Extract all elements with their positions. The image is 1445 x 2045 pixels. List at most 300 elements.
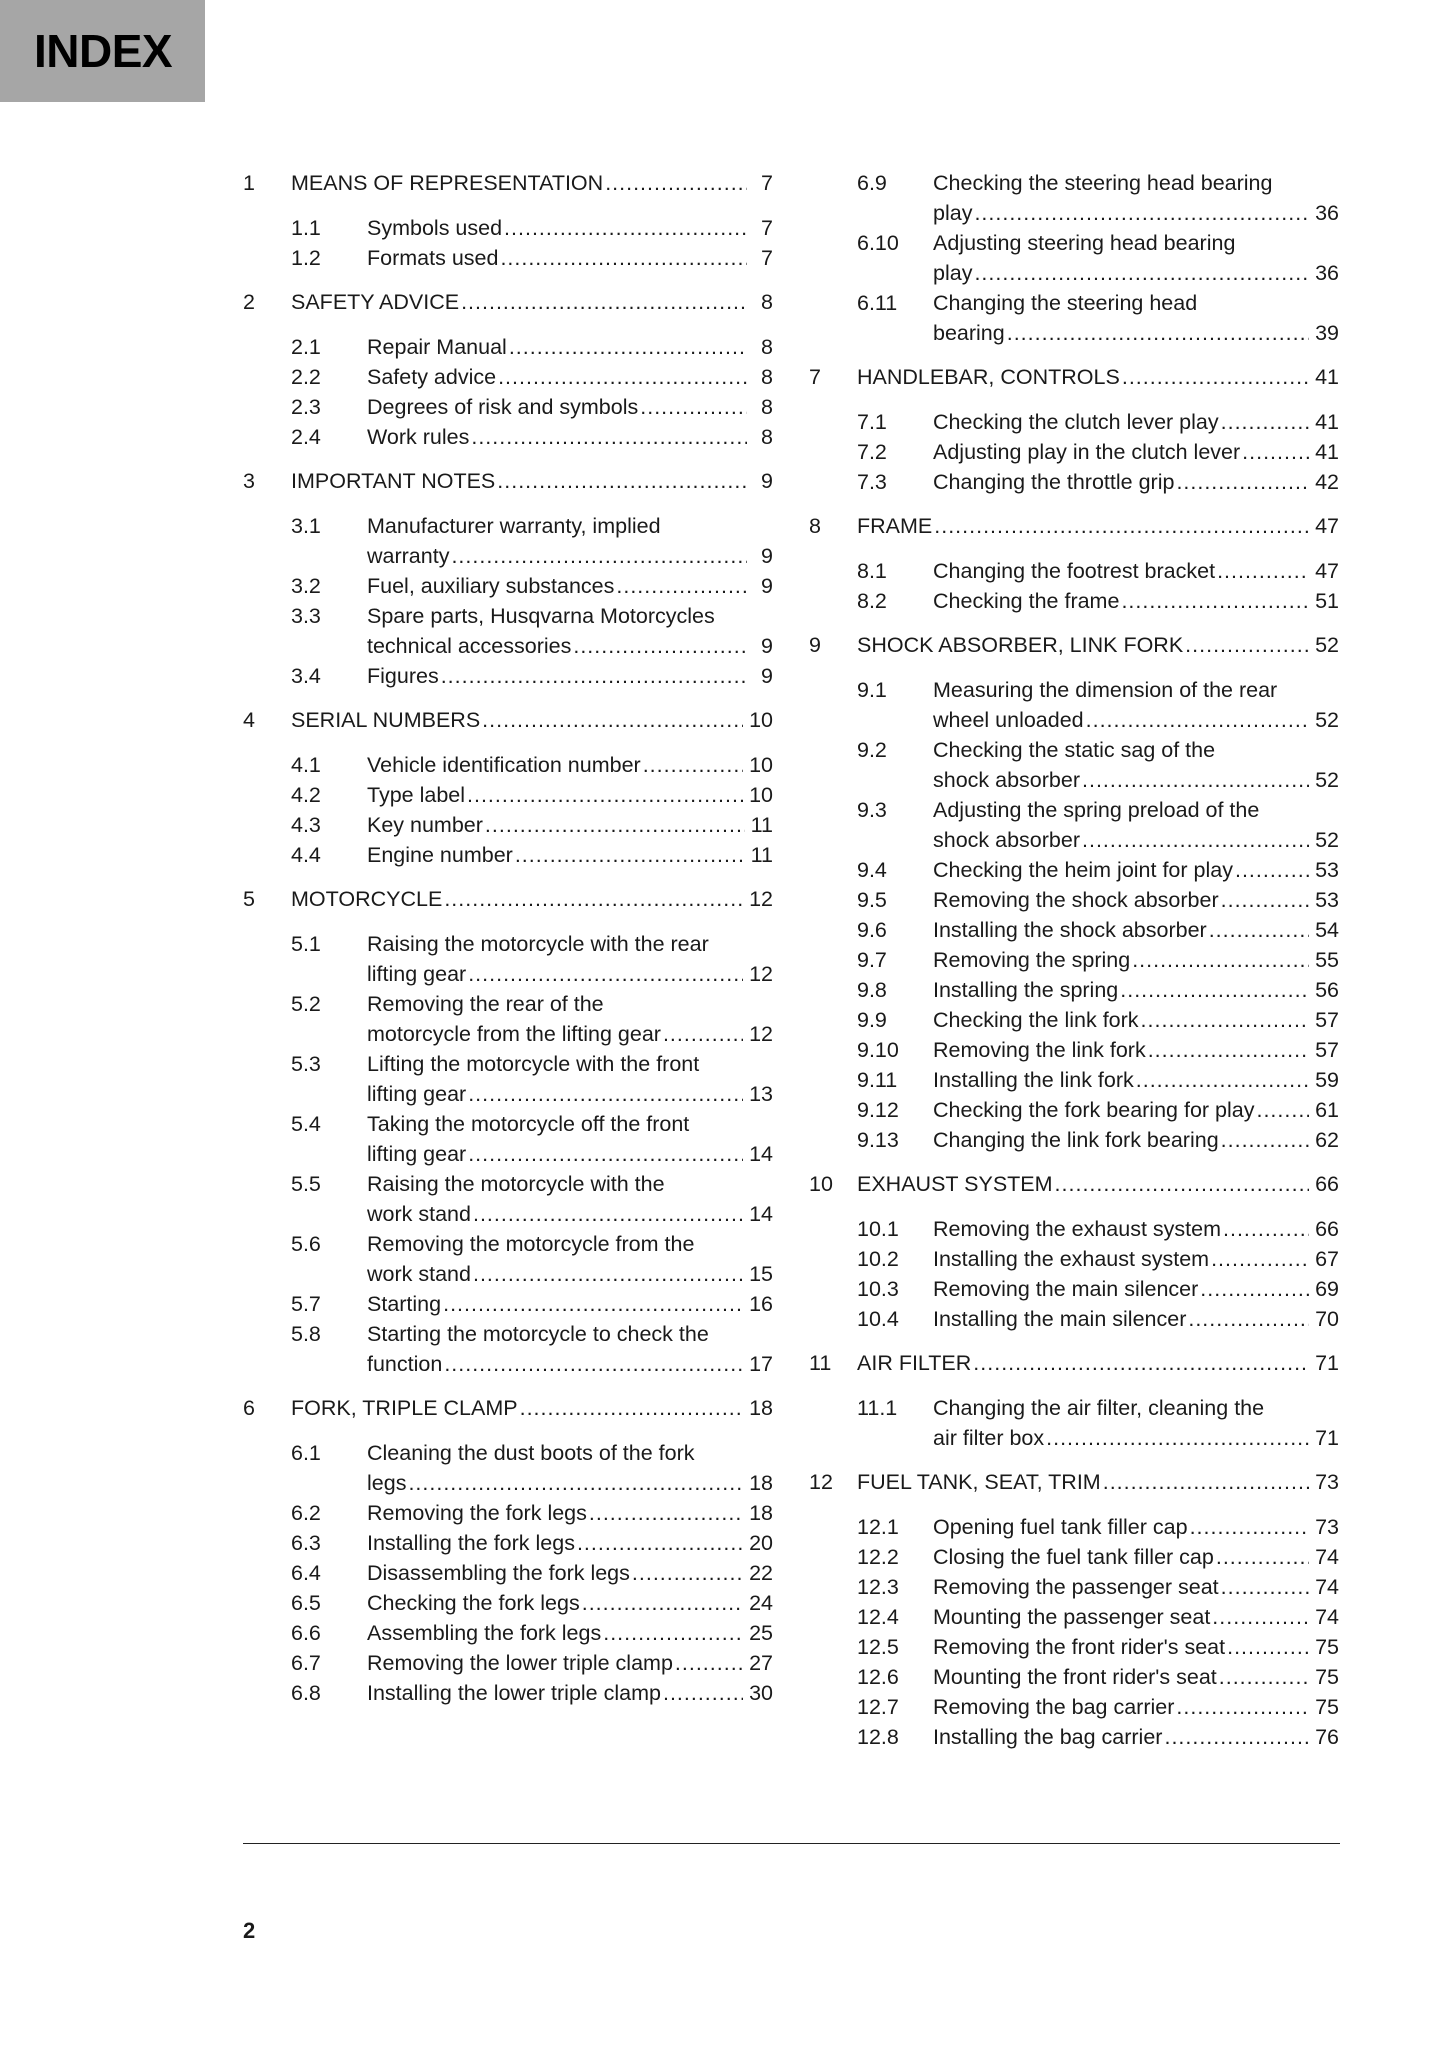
toc-subsection[interactable]	[291, 1558, 773, 1588]
dot-leader	[473, 1259, 743, 1289]
dot-leader	[1223, 1214, 1309, 1244]
entry-title-text: Installing the fork legs	[367, 1531, 575, 1555]
entry-page: 74	[1315, 1545, 1339, 1569]
entry-page: 16	[749, 1292, 773, 1316]
entry-title-text: Changing the steering head	[933, 291, 1198, 315]
dot-leader	[1148, 1035, 1309, 1065]
entry-page: 47	[1315, 514, 1339, 538]
toc-chapter[interactable]	[243, 1393, 773, 1424]
toc-subsection[interactable]	[291, 392, 773, 422]
entry-page: 11	[750, 813, 773, 837]
entry-title-text: play	[933, 261, 973, 285]
entry-title-text: wheel unloaded	[933, 708, 1084, 732]
entry-title-line	[367, 750, 773, 780]
dot-leader	[509, 332, 747, 362]
toc-subsection[interactable]	[291, 1648, 773, 1678]
entry-title-line	[933, 258, 1339, 288]
subsection-number: 3.3	[291, 604, 321, 628]
entry-title	[367, 1648, 773, 1678]
entry-title	[857, 630, 1339, 661]
toc-subsection[interactable]	[291, 1229, 773, 1289]
toc-subsection[interactable]	[291, 1289, 773, 1319]
dot-leader	[1221, 1125, 1309, 1155]
toc-chapter[interactable]	[243, 168, 773, 199]
entry-title-line	[933, 705, 1339, 735]
dot-leader	[573, 631, 747, 661]
entry-title	[367, 1289, 773, 1319]
entry-title	[291, 466, 773, 497]
toc-subsection-group	[809, 1214, 1339, 1334]
dot-leader	[675, 1648, 743, 1678]
toc-subsection[interactable]	[291, 810, 773, 840]
entry-title-text: Checking the frame	[933, 589, 1120, 613]
entry-title-line	[933, 1065, 1339, 1095]
toc-subsection-group	[809, 675, 1339, 1155]
chapter-number: 9	[809, 633, 821, 657]
toc-subsection[interactable]	[857, 1125, 1339, 1155]
entry-title-line	[933, 586, 1339, 616]
dot-leader	[1132, 945, 1309, 975]
toc-subsection[interactable]	[291, 332, 773, 362]
entry-page: 12	[749, 887, 773, 911]
toc-chapter[interactable]	[809, 1169, 1339, 1200]
dot-leader	[1209, 915, 1309, 945]
entry-title-text: Removing the passenger seat	[933, 1575, 1219, 1599]
entry-title	[367, 1169, 773, 1229]
dot-leader	[1242, 437, 1309, 467]
entry-title-text: FRAME	[857, 514, 933, 538]
entry-title-text: Checking the heim joint for play	[933, 858, 1233, 882]
toc-subsection[interactable]	[857, 1214, 1339, 1244]
entry-page: 30	[749, 1681, 773, 1705]
entry-page: 18	[749, 1396, 773, 1420]
entry-title	[367, 1498, 773, 1528]
entry-title	[367, 661, 773, 691]
entry-title-text: shock absorber	[933, 828, 1080, 852]
toc-subsection[interactable]	[291, 1319, 773, 1379]
entry-title-text: Opening fuel tank filler cap	[933, 1515, 1188, 1539]
toc-subsection[interactable]	[857, 795, 1339, 855]
entry-title-text: lifting gear	[367, 1142, 467, 1166]
toc-chapter[interactable]	[243, 287, 773, 318]
toc-subsection[interactable]	[857, 228, 1339, 288]
entry-title	[367, 929, 773, 989]
toc-subsection[interactable]	[857, 1692, 1339, 1722]
entry-title-line	[933, 1244, 1339, 1274]
subsection-number: 12.3	[857, 1575, 899, 1599]
entry-page: 66	[1315, 1217, 1339, 1241]
dot-leader	[1136, 1065, 1309, 1095]
toc-chapter[interactable]	[243, 705, 773, 736]
entry-title-text: Removing the shock absorber	[933, 888, 1219, 912]
toc-subsection[interactable]	[291, 750, 773, 780]
toc-subsection[interactable]	[291, 571, 773, 601]
dot-leader	[1216, 1542, 1309, 1572]
subsection-number: 6.6	[291, 1621, 321, 1645]
entry-page: 55	[1315, 948, 1339, 972]
entry-title-text: warranty	[367, 544, 450, 568]
entry-title-text: Degrees of risk and symbols	[367, 395, 639, 419]
toc-subsection[interactable]	[291, 840, 773, 870]
toc-subsection[interactable]	[291, 1169, 773, 1229]
dot-leader	[1046, 1423, 1309, 1453]
toc-subsection-group	[809, 407, 1339, 497]
entry-title-line	[367, 1019, 773, 1049]
entry-title	[933, 1692, 1339, 1722]
entry-page: 12	[749, 1022, 773, 1046]
entry-page: 18	[749, 1501, 773, 1525]
entry-title	[367, 1438, 773, 1498]
toc-subsection[interactable]	[857, 1095, 1339, 1125]
entry-title-text: lifting gear	[367, 1082, 467, 1106]
chapter-number: 10	[809, 1172, 833, 1196]
entry-title-line	[367, 1648, 773, 1678]
subsection-number: 12.8	[857, 1725, 899, 1749]
entry-title-line	[367, 213, 773, 243]
entry-title-text: Removing the exhaust system	[933, 1217, 1221, 1241]
entry-page: 51	[1315, 589, 1339, 613]
toc-subsection[interactable]	[857, 675, 1339, 735]
toc-subsection[interactable]	[857, 1602, 1339, 1632]
entry-title-text: Checking the fork bearing for play	[933, 1098, 1255, 1122]
toc-subsection-group	[809, 168, 1339, 348]
entry-title-text: function	[367, 1352, 443, 1376]
entry-page: 14	[749, 1142, 773, 1166]
entry-title-line	[933, 795, 1339, 825]
toc-subsection[interactable]	[857, 1065, 1339, 1095]
toc-subsection[interactable]	[291, 1528, 773, 1558]
entry-title-line	[367, 959, 773, 989]
entry-title-line	[367, 1109, 773, 1139]
entry-page: 25	[749, 1621, 773, 1645]
entry-title-line	[367, 1049, 773, 1079]
toc-subsection[interactable]	[857, 1632, 1339, 1662]
toc-subsection-group	[809, 556, 1339, 616]
dot-leader	[1217, 556, 1309, 586]
dot-leader	[1185, 630, 1309, 661]
entry-title-line	[933, 1005, 1339, 1035]
toc-subsection-group	[243, 1438, 773, 1708]
entry-title-text: Raising the motorcycle with the rear	[367, 932, 709, 956]
entry-title	[367, 780, 773, 810]
entry-title-text: Changing the throttle grip	[933, 470, 1175, 494]
toc-subsection[interactable]	[857, 1304, 1339, 1334]
subsection-number: 9.10	[857, 1038, 899, 1062]
entry-title	[933, 407, 1339, 437]
entry-title-line	[933, 1423, 1339, 1453]
entry-title-text: Lifting the motorcycle with the front	[367, 1052, 700, 1076]
entry-title-line	[933, 1095, 1339, 1125]
entry-title-line	[367, 631, 773, 661]
entry-title-text: work stand	[367, 1202, 471, 1226]
entry-page: 9	[761, 544, 773, 568]
subsection-number: 4.3	[291, 813, 321, 837]
entry-title	[933, 1542, 1339, 1572]
subsection-number: 6.2	[291, 1501, 321, 1525]
dot-leader	[582, 1588, 743, 1618]
entry-page: 7	[761, 216, 773, 240]
dot-leader	[467, 780, 743, 810]
subsection-number: 10.3	[857, 1277, 899, 1301]
entry-title	[367, 422, 773, 452]
dot-leader	[1235, 855, 1309, 885]
toc-subsection[interactable]	[857, 1005, 1339, 1035]
entry-title-line	[933, 1125, 1339, 1155]
entry-title-line	[367, 1319, 773, 1349]
toc-subsection[interactable]	[291, 601, 773, 661]
toc-subsection[interactable]	[857, 1572, 1339, 1602]
dot-leader	[520, 1393, 743, 1424]
subsection-number: 6.4	[291, 1561, 321, 1585]
entry-title-line	[933, 1274, 1339, 1304]
toc-subsection[interactable]	[857, 855, 1339, 885]
entry-title-line	[857, 1348, 1339, 1379]
dot-leader	[1121, 586, 1309, 616]
entry-title-line	[367, 511, 773, 541]
dot-leader	[504, 213, 747, 243]
entry-page: 73	[1315, 1515, 1339, 1539]
subsection-number: 10.1	[857, 1217, 899, 1241]
subsection-number: 3.4	[291, 664, 321, 688]
entry-title	[367, 1588, 773, 1618]
entry-title-line	[367, 422, 773, 452]
toc-subsection[interactable]	[857, 1662, 1339, 1692]
entry-title-text: Raising the motorcycle with the	[367, 1172, 665, 1196]
entry-title	[857, 362, 1339, 393]
entry-page: 20	[749, 1531, 773, 1555]
dot-leader	[934, 511, 1309, 542]
toc-chapter[interactable]	[243, 884, 773, 915]
toc-chapter[interactable]	[809, 1348, 1339, 1379]
toc-subsection[interactable]	[291, 1678, 773, 1708]
dot-leader	[603, 1618, 743, 1648]
entry-title-line	[367, 332, 773, 362]
entry-page: 52	[1315, 828, 1339, 852]
subsection-number: 12.5	[857, 1635, 899, 1659]
dot-leader	[1164, 1722, 1309, 1752]
entry-page: 17	[749, 1352, 773, 1376]
entry-page: 8	[761, 335, 773, 359]
entry-title-text: Checking the fork legs	[367, 1591, 580, 1615]
entry-title-text: Removing the motorcycle from the	[367, 1232, 695, 1256]
toc-subsection[interactable]	[291, 1498, 773, 1528]
entry-page: 13	[749, 1082, 773, 1106]
toc-subsection[interactable]	[857, 975, 1339, 1005]
toc-subsection[interactable]	[857, 407, 1339, 437]
entry-page: 52	[1315, 708, 1339, 732]
toc-subsection[interactable]	[857, 586, 1339, 616]
entry-page: 15	[749, 1262, 773, 1286]
dot-leader	[1256, 1095, 1309, 1125]
entry-title-line	[933, 735, 1339, 765]
entry-title	[933, 975, 1339, 1005]
entry-title-line	[857, 1467, 1339, 1498]
entry-page: 76	[1315, 1725, 1339, 1749]
toc-subsection[interactable]	[857, 885, 1339, 915]
chapter-number: 6	[243, 1396, 255, 1420]
entry-title	[367, 1528, 773, 1558]
toc-subsection[interactable]	[857, 1274, 1339, 1304]
chapter-number: 5	[243, 887, 255, 911]
subsection-number: 2.3	[291, 395, 321, 419]
toc-subsection[interactable]	[291, 1618, 773, 1648]
entry-title-line	[367, 392, 773, 422]
subsection-number: 5.1	[291, 932, 321, 956]
entry-title-text: Repair Manual	[367, 335, 507, 359]
entry-title	[933, 1244, 1339, 1274]
toc-chapter[interactable]	[809, 511, 1339, 542]
entry-title	[367, 750, 773, 780]
entry-title	[367, 1049, 773, 1109]
entry-title-text: Changing the footrest bracket	[933, 559, 1216, 583]
entry-title-line	[933, 437, 1339, 467]
entry-title-line	[857, 511, 1339, 542]
toc-subsection[interactable]	[857, 1512, 1339, 1542]
toc-subsection[interactable]	[857, 1542, 1339, 1572]
subsection-number: 5.6	[291, 1232, 321, 1256]
toc-subsection[interactable]	[291, 243, 773, 273]
entry-title	[933, 288, 1339, 348]
toc-subsection[interactable]	[857, 467, 1339, 497]
dot-leader	[408, 1468, 743, 1498]
toc-subsection[interactable]	[857, 1393, 1339, 1453]
entry-title-text: FORK, TRIPLE CLAMP	[291, 1396, 518, 1420]
dot-leader	[441, 661, 747, 691]
dot-leader	[1082, 765, 1309, 795]
entry-title-text: Disassembling the fork legs	[367, 1561, 630, 1585]
toc-subsection[interactable]	[291, 1049, 773, 1109]
entry-title	[367, 1319, 773, 1379]
toc-subsection[interactable]	[291, 1438, 773, 1498]
entry-title-line	[367, 362, 773, 392]
toc-left-column	[243, 168, 773, 1722]
toc-subsection[interactable]	[291, 213, 773, 243]
dot-leader	[482, 705, 743, 736]
subsection-number: 4.1	[291, 753, 321, 777]
entry-title-line	[291, 884, 773, 915]
dot-leader	[498, 362, 747, 392]
toc-subsection[interactable]	[291, 661, 773, 691]
entry-title-line	[933, 765, 1339, 795]
entry-title	[367, 1558, 773, 1588]
subsection-number: 6.5	[291, 1591, 321, 1615]
dot-leader	[1188, 1304, 1309, 1334]
toc-subsection[interactable]	[291, 1588, 773, 1618]
entry-title-text: Installing the shock absorber	[933, 918, 1207, 942]
subsection-number: 1.1	[291, 216, 321, 240]
entry-page: 56	[1315, 978, 1339, 1002]
toc-subsection[interactable]	[291, 1109, 773, 1169]
subsection-number: 9.4	[857, 858, 887, 882]
toc-subsection[interactable]	[291, 422, 773, 452]
entry-title	[291, 168, 773, 199]
entry-title-text: Mounting the front rider's seat	[933, 1665, 1217, 1689]
chapter-number: 2	[243, 290, 255, 314]
entry-title-line	[933, 885, 1339, 915]
toc-chapter[interactable]	[809, 1467, 1339, 1498]
entry-title-text: lifting gear	[367, 962, 467, 986]
toc-chapter[interactable]	[809, 630, 1339, 661]
entry-title-text: Changing the link fork bearing	[933, 1128, 1219, 1152]
toc-subsection[interactable]	[857, 915, 1339, 945]
entry-title-line	[367, 1468, 773, 1498]
toc-subsection[interactable]	[857, 1722, 1339, 1752]
dot-leader	[451, 541, 747, 571]
entry-title	[933, 1662, 1339, 1692]
subsection-number: 9.12	[857, 1098, 899, 1122]
toc-subsection-group	[809, 1393, 1339, 1453]
toc-subsection[interactable]	[291, 929, 773, 989]
toc-subsection[interactable]	[857, 1244, 1339, 1274]
entry-title-text: EXHAUST SYSTEM	[857, 1172, 1053, 1196]
entry-title-line	[367, 1618, 773, 1648]
toc-subsection[interactable]	[857, 1035, 1339, 1065]
dot-leader	[1227, 1632, 1309, 1662]
entry-title-text: MEANS OF REPRESENTATION	[291, 171, 604, 195]
dot-leader	[1141, 1005, 1310, 1035]
dot-leader	[1221, 885, 1309, 915]
entry-page: 41	[1315, 410, 1339, 434]
toc-chapter[interactable]	[809, 362, 1339, 393]
dot-leader	[605, 168, 747, 199]
entry-page: 62	[1315, 1128, 1339, 1152]
subsection-number: 9.13	[857, 1128, 899, 1152]
entry-page: 53	[1315, 858, 1339, 882]
entry-title-line	[367, 1169, 773, 1199]
entry-title	[933, 1572, 1339, 1602]
index-tab-label: INDEX	[34, 25, 173, 77]
subsection-number: 6.1	[291, 1441, 321, 1465]
entry-title-text: Formats used	[367, 246, 499, 270]
toc-subsection[interactable]	[857, 945, 1339, 975]
entry-page: 74	[1315, 1605, 1339, 1629]
entry-title	[367, 1229, 773, 1289]
entry-title-line	[933, 467, 1339, 497]
toc-subsection[interactable]	[857, 437, 1339, 467]
toc-subsection[interactable]	[857, 556, 1339, 586]
entry-title-line	[367, 541, 773, 571]
dot-leader	[643, 750, 743, 780]
toc-subsection[interactable]	[857, 168, 1339, 228]
toc-subsection[interactable]	[291, 362, 773, 392]
toc-subsection[interactable]	[857, 288, 1339, 348]
dot-leader	[1103, 1467, 1309, 1498]
entry-title	[933, 1065, 1339, 1095]
dot-leader	[515, 840, 745, 870]
toc-subsection[interactable]	[291, 511, 773, 571]
entry-title-line	[291, 1393, 773, 1424]
entry-title	[367, 362, 773, 392]
dot-leader	[1212, 1602, 1309, 1632]
entry-title-text: Removing the fork legs	[367, 1501, 587, 1525]
entry-title-line	[367, 661, 773, 691]
chapter-number: 3	[243, 469, 255, 493]
toc-subsection[interactable]	[857, 735, 1339, 795]
toc-chapter[interactable]	[243, 466, 773, 497]
entry-title-text: Assembling the fork legs	[367, 1621, 602, 1645]
toc-subsection[interactable]	[291, 989, 773, 1049]
entry-page: 74	[1315, 1575, 1339, 1599]
toc-subsection[interactable]	[291, 780, 773, 810]
entry-page: 22	[749, 1561, 773, 1585]
entry-page: 9	[761, 664, 773, 688]
entry-title-line	[291, 168, 773, 199]
dot-leader	[616, 571, 747, 601]
dot-leader	[1200, 1274, 1309, 1304]
dot-leader	[632, 1558, 743, 1588]
entry-title-line	[933, 407, 1339, 437]
entry-title-line	[933, 975, 1339, 1005]
